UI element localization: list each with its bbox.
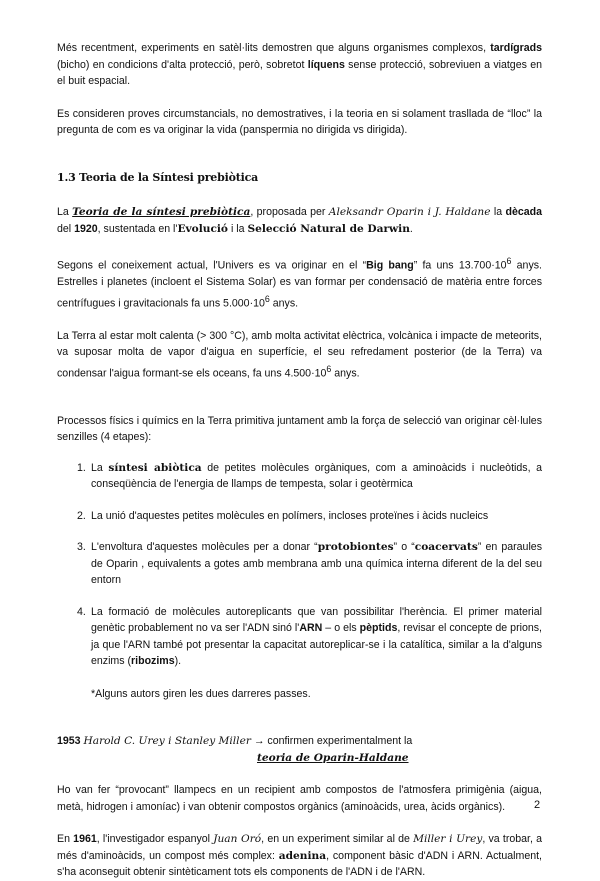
big-bang-paragraph: Segons el coneixement actual, l'Univers es va originar en el “Big bang” fa uns $13.700\cdot 10^6$ anys. Estrelles i planetes (incloent el Sistema Solar) es van formar per condensació de matèria entre forces centrífugues i gravitacionals fa uns $5.000\cdot 10^6$ anys. <box>57 256 542 310</box>
list-item: 1. La síntesi abiòtica de petites molècules orgàniques, com a aminoàcids i nucleòtids, a conseqüència de l'energia de llamps de tempesta, solar i geotèrmica <box>77 461 542 491</box>
synthesis-paragraph-1: La Teoria de la síntesi prebiòtica, proposada per Aleksandr Oparin i J. Haldane la dècada del 1920, sustentada en l'Evolució i la Selecció Natural de Darwin. <box>57 206 542 235</box>
processes-paragraph: Processos físics i químics en la Terra primitiva juntament amb la força de selecció van originar cèl·lules senzilles (4 etapes): <box>57 414 542 444</box>
term-liquens: líquens <box>307 58 345 71</box>
oro-paragraph: En 1961, l'investigador espanyol Juan Oró, en un experiment similar al de Miller i Urey, va trobar, a més d'aminoàcids, un compost més complex: adenina, component bàsic d'ADN i ARN. Actualment, s'ha aconseguit obtenir sintèticament tots els components de l'ADN i de l'ARN. <box>57 833 543 879</box>
authors-note: *Alguns autors giren les dues darreres passes. <box>91 687 311 700</box>
term-tardigrads: tardígrads <box>490 42 542 54</box>
stages-list <box>57 460 542 670</box>
document-page <box>57 40 542 881</box>
urey-miller-names: Harold C. Urey i Stanley Miller <box>83 735 251 748</box>
intro-paragraph-2: Es consideren proves circumstancials, no demostratives, i la teoria en si solament trasllada de “lloc” la pregunta de com es va originar la vida (panspermia no dirigida vs dirigida). <box>57 107 542 136</box>
urey-miller-line: 1953 Harold C. Urey i Stanley Miller → confirmen experimentalment la <box>57 735 413 748</box>
oparin-haldane-line: teoria de Oparin-Haldane <box>257 751 409 764</box>
list-item: 2. La unió d'aquestes petites molècules en polímers, incloses proteïnes i àcids nucleics <box>77 509 489 522</box>
list-item: 3. L'envoltura d'aquestes molècules per a donar “protobiontes” o “coacervats” en paraules de Oparin , equivalents a gotes amb membrana amb una química interna diferent de la del seu entorn <box>77 541 542 587</box>
authors-names: Aleksandr Oparin i J. Haldane <box>328 206 491 218</box>
section-heading: 1.3 Teoria de la Síntesi prebiòtica <box>57 170 258 184</box>
experiment-paragraph: Ho van fer “provocant” llampecs en un recipient amb compostos de l'atmosfera primigènia (aigua, metà, hidrogen i amoníac) i van obtenir compostos orgànics (aminoàcids, urea, àcids orgànics). <box>57 784 542 813</box>
page-number: 2 <box>534 799 541 811</box>
intro-paragraph-1: Més recentment, experiments en satèl·lits demostren que alguns organismes complexos, tardígrads (bicho) en condicions d'alta protecció, però, sobretot líquens sense protecció, sobreviuen a viatges en el buit espacial. <box>57 42 542 87</box>
term-theory: Teoria de la síntesi prebiòtica <box>72 206 251 218</box>
list-item: 4. La formació de molècules autoreplicants que van possibilitar l'herència. El primer material genètic probablement no va ser l'ADN sinó l'ARN – o els pèptids, revisar el concepte de prions, ja que l'ARN també pot presentar la capacitat autoreplicar-se i la catalítica, similar a la d'alguns enzims (ribozims). <box>77 605 542 668</box>
earth-paragraph: La Terra al estar molt calenta (> 300 °C), amb molta activitat elèctrica, volcànica i impacte de meteorits, va suposar molta de vapor d'aigua en superfície, el seu refredament posterior (de la Terra) va condensar l'aigua formant-se els oceans, fa uns $4.500\cdot 10^6$ anys. <box>57 329 542 380</box>
arrow-icon: → <box>253 735 265 748</box>
